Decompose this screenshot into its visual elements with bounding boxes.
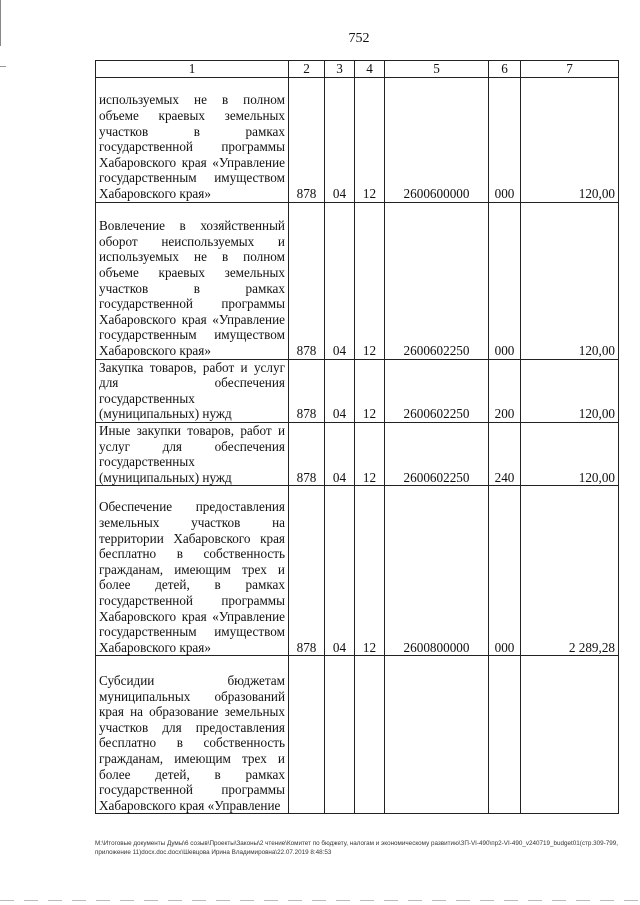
header-col-1: 1 <box>96 61 289 78</box>
row-pr: 12 <box>355 77 385 202</box>
row-name: Субсидии бюджетам муниципальных образований края на образование земельных участков для предоставления бесплатно в собственность гражданам, имеющим трех и более детей, в рамках государственной программы Хабаровского края «Управление <box>96 656 289 814</box>
margin-tick <box>0 66 6 67</box>
header-col-7: 7 <box>521 61 619 78</box>
row-pr: 12 <box>355 359 385 422</box>
row-amount: 120,00 <box>521 77 619 202</box>
page-number: 752 <box>348 31 370 46</box>
table-row <box>96 486 619 656</box>
document-path-footer: M:\Итоговые документы Думы\6 созыв\Проекты\Законы\2 чтение\Комитет по бюджету, налогам и экономическому развитию\ЗП-VI-490\пр2-VI-490_v240719_budget01(стр.309-799, приложение 11)docx.doc.docx\Шевцова Ирина Владимировна\22.07.2019 8:48:53 <box>95 840 618 856</box>
header-col-3: 3 <box>325 61 355 78</box>
row-csr <box>385 656 489 814</box>
row-name: Закупка товаров, работ и услуг для обеспечения государственных (муниципальных) нужд <box>96 359 289 422</box>
row-vr: 240 <box>489 422 521 485</box>
row-rz: 04 <box>325 486 355 656</box>
row-gr <box>289 656 325 814</box>
row-pr <box>355 656 385 814</box>
row-amount: 120,00 <box>521 359 619 422</box>
budget-table <box>95 60 619 814</box>
table-row <box>96 422 619 485</box>
scan-edge-line <box>0 900 640 901</box>
row-name: Иные закупки товаров, работ и услуг для обеспечения государственных (муниципальных) нужд <box>96 422 289 485</box>
row-amount: 120,00 <box>521 202 619 359</box>
table-row <box>96 77 619 202</box>
row-rz: 04 <box>325 422 355 485</box>
row-csr: 2600602250 <box>385 422 489 485</box>
row-pr: 12 <box>355 422 385 485</box>
row-name: Обеспечение предоставления земельных участков на территории Хабаровского края бесплатно в собственность гражданам, имеющим трех и более детей, в рамках государственной программы Хабаровского края «Управление государственным имуществом Хабаровского края» <box>96 486 289 656</box>
table-row <box>96 656 619 814</box>
row-amount <box>521 656 619 814</box>
row-rz: 04 <box>325 359 355 422</box>
row-gr: 878 <box>289 202 325 359</box>
header-col-4: 4 <box>355 61 385 78</box>
row-vr: 000 <box>489 486 521 656</box>
row-rz <box>325 656 355 814</box>
row-csr: 2600800000 <box>385 486 489 656</box>
header-col-2: 2 <box>289 61 325 78</box>
row-gr: 878 <box>289 422 325 485</box>
table-row <box>96 359 619 422</box>
header-col-5: 5 <box>385 61 489 78</box>
row-amount: 120,00 <box>521 422 619 485</box>
row-vr: 000 <box>489 77 521 202</box>
row-rz: 04 <box>325 202 355 359</box>
header-col-6: 6 <box>489 61 521 78</box>
row-pr: 12 <box>355 202 385 359</box>
row-csr: 2600602250 <box>385 202 489 359</box>
row-rz: 04 <box>325 77 355 202</box>
row-name: используемых не в полном объеме краевых земельных участков в рамках государственной программы Хабаровского края «Управление государственным имуществом Хабаровского края» <box>96 77 289 202</box>
row-amount: 2 289,28 <box>521 486 619 656</box>
row-gr: 878 <box>289 486 325 656</box>
row-gr: 878 <box>289 77 325 202</box>
row-vr <box>489 656 521 814</box>
row-vr: 200 <box>489 359 521 422</box>
row-gr: 878 <box>289 359 325 422</box>
row-csr: 2600602250 <box>385 359 489 422</box>
row-pr: 12 <box>355 486 385 656</box>
table-header-row <box>96 61 619 78</box>
row-csr: 2600600000 <box>385 77 489 202</box>
table-row <box>96 202 619 359</box>
row-vr: 000 <box>489 202 521 359</box>
row-name: Вовлечение в хозяйственный оборот неиспользуемых и используемых не в полном объеме краевых земельных участков в рамках государственной программы Хабаровского края «Управление государственным имуществом Хабаровского края» <box>96 202 289 359</box>
